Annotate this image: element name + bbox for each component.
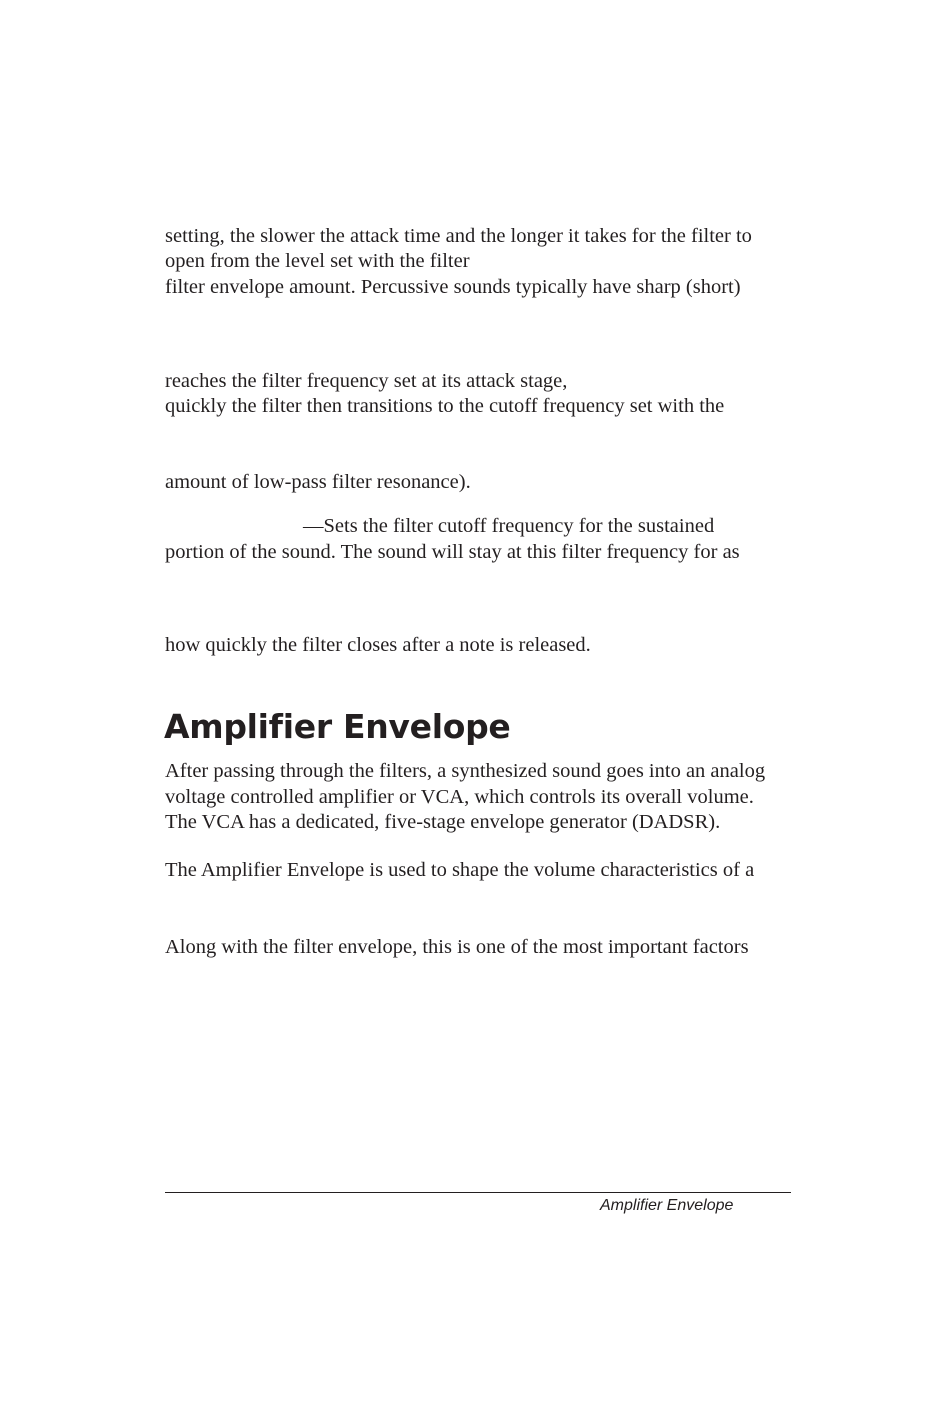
footer-divider <box>165 1192 791 1193</box>
body-line-6: amount of low-pass filter resonance). <box>165 471 471 493</box>
body-line-1: setting, the slower the attack time and the longer it takes for the filter to <box>165 225 752 247</box>
body-line-7: —Sets the filter cutoff frequency for the sustained <box>303 515 715 537</box>
body-line-5: quickly the filter then transitions to the cutoff frequency set with the <box>165 395 725 417</box>
section-paragraph-2: The Amplifier Envelope is used to shape the volume characteristics of a <box>165 859 755 881</box>
footer-running-title: Amplifier Envelope <box>600 1197 734 1214</box>
body-line-8: portion of the sound. The sound will stay at this filter frequency for as <box>165 541 740 563</box>
body-line-9: how quickly the filter closes after a note is released. <box>165 634 591 656</box>
section-heading: Amplifier Envelope <box>164 707 511 746</box>
section-paragraph-1-line-1: After passing through the filters, a synthesized sound goes into an analog <box>165 760 766 782</box>
body-line-3: filter envelope amount. Percussive sounds typically have sharp (short) <box>165 276 741 298</box>
section-paragraph-1-line-2: voltage controlled amplifier or VCA, which controls its overall volume. <box>165 786 754 808</box>
section-paragraph-1-line-3: The VCA has a dedicated, five-stage envelope generator (DADSR). <box>165 811 721 833</box>
section-paragraph-3: Along with the filter envelope, this is one of the most important factors <box>165 936 749 958</box>
body-line-4: reaches the filter frequency set at its attack stage, <box>165 370 568 392</box>
body-line-2: open from the level set with the filter <box>165 250 470 272</box>
